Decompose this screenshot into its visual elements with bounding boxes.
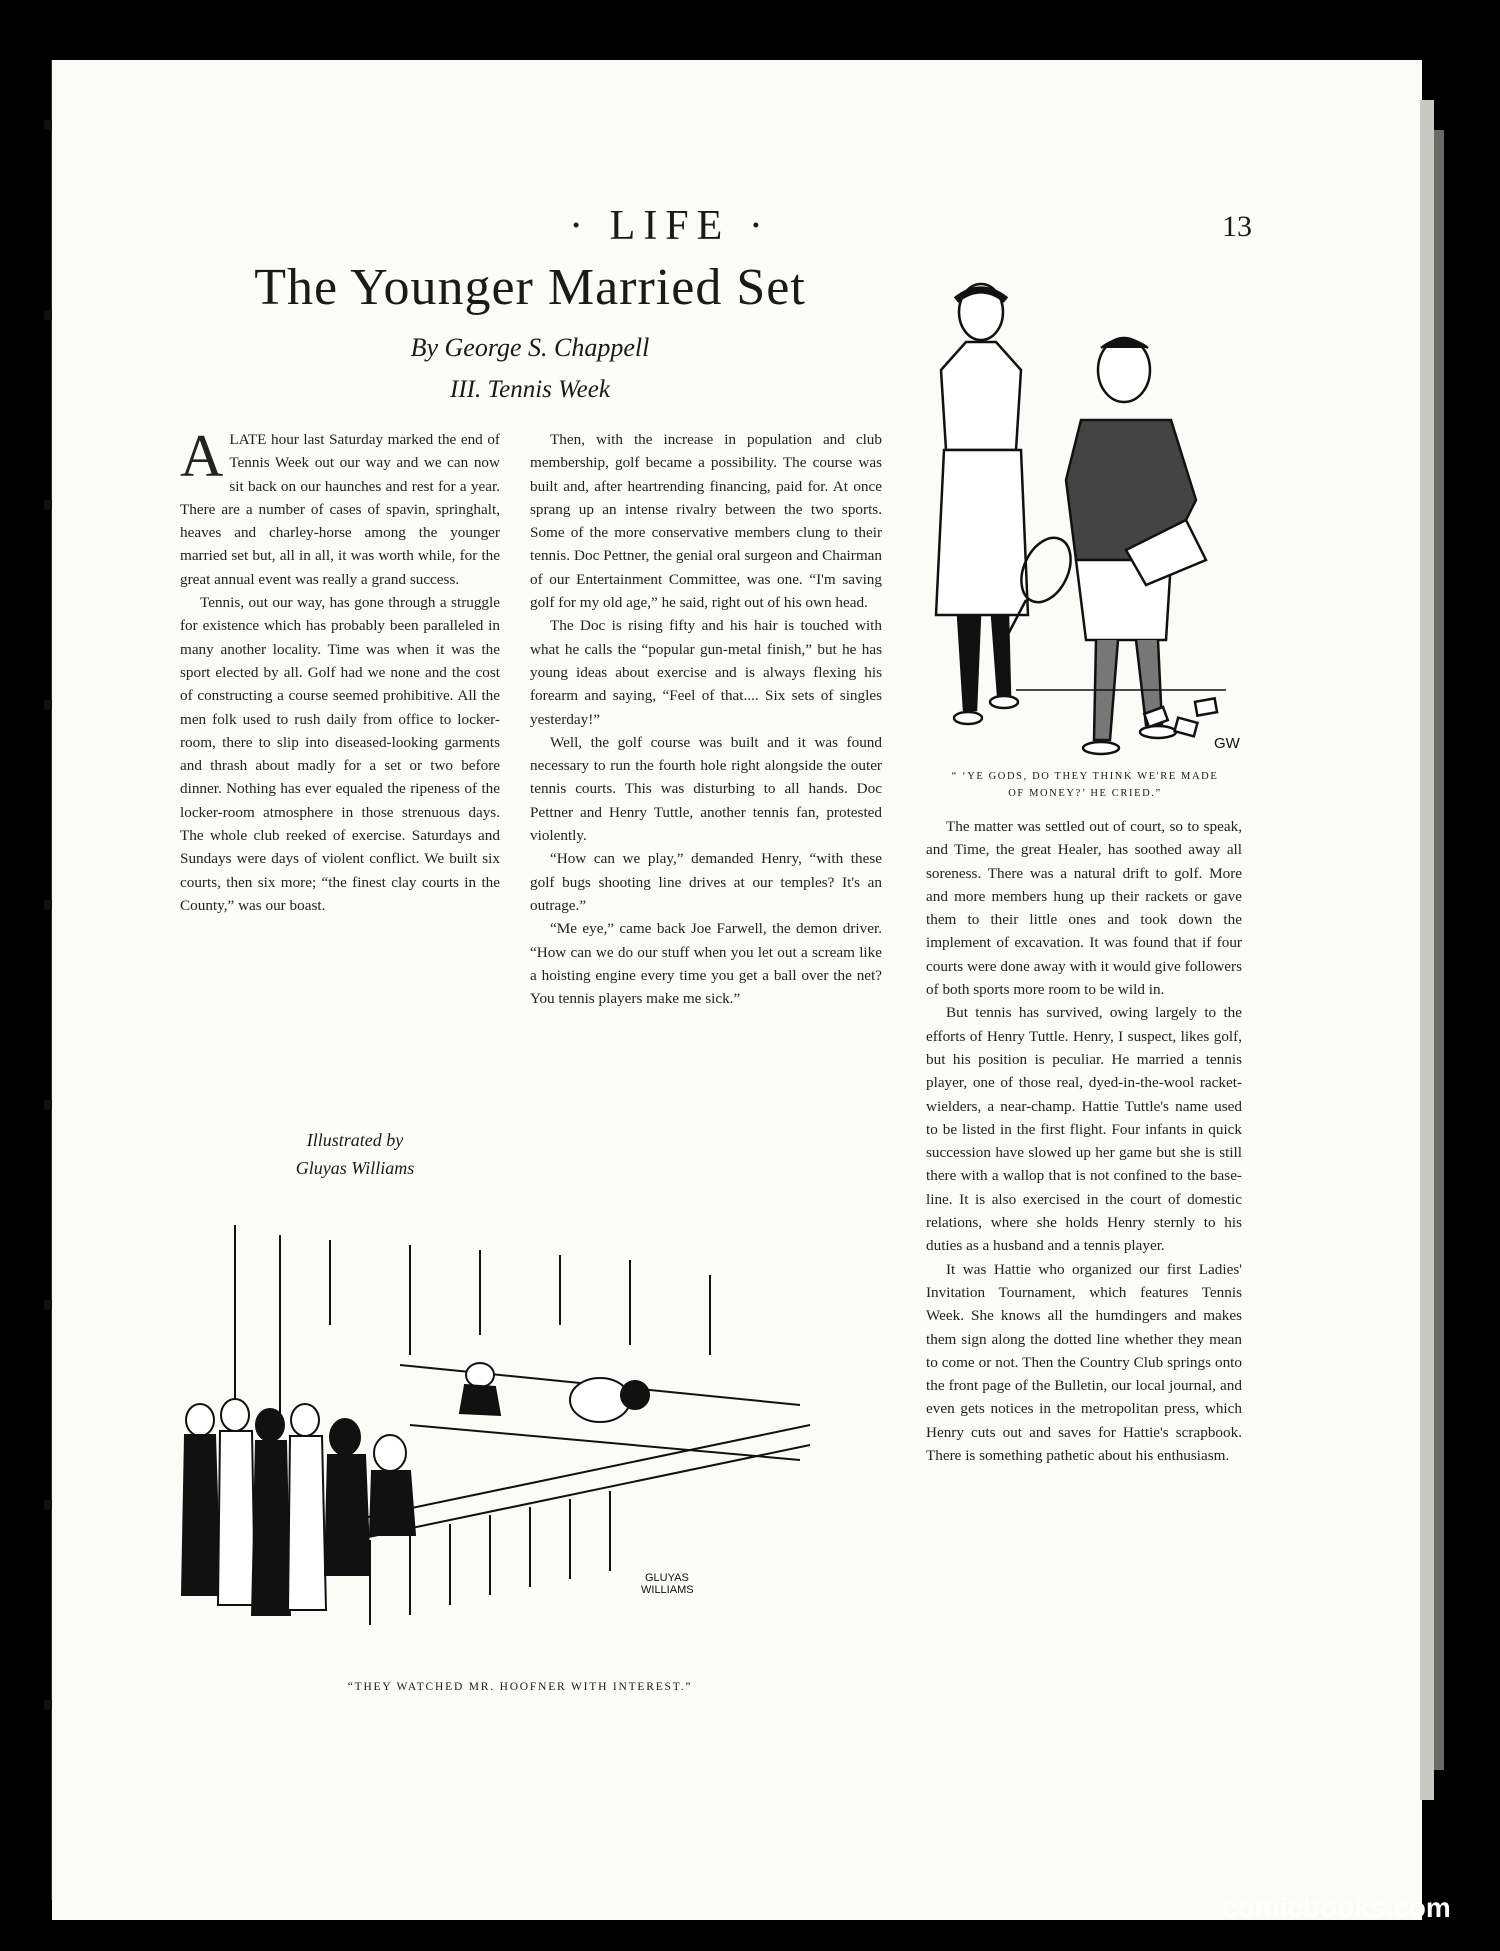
artist-signature: GLUYAS	[645, 1572, 689, 1584]
article-subtitle: III. Tennis Week	[450, 376, 610, 403]
paragraph: The matter was settled out of court, so to speak, and Time, the great Healer, has soothed away all soreness. There was a natural drift to golf. More and more members hung up their rackets or gave them to their little ones and took down the implement of excavation. It was found that if four courts were done away with it would give followers of both sports more room to be wild in.	[926, 818, 1242, 999]
caption-bottom: “THEY WATCHED MR. HOOFNER WITH INTEREST.”	[347, 1681, 693, 1693]
page-edge	[1420, 100, 1434, 1800]
illustration-tennis-golfer	[896, 270, 1256, 770]
paragraph: LATE hour last Saturday marked the end of Tennis Week out our way and we can now sit back on our haunches and rest for a year. There are a number of cases of spavin, springhalt, heaves and charley-horse among the younger married set but, all in all, it was worth while, for the great annual event was really a grand success.	[180, 431, 500, 588]
paragraph: “How can we play,” demanded Henry, “with these golf bugs shooting line drives at our temples? It's an outrage.”	[530, 850, 882, 914]
drop-cap: A	[180, 423, 224, 489]
page-edge-shadow	[1434, 130, 1444, 1770]
article-byline: By George S. Chappell	[410, 333, 650, 362]
text-column-2	[530, 428, 882, 1010]
text-column-1	[180, 423, 500, 917]
article-title: The Younger Married Set	[254, 259, 806, 316]
paragraph: It was Hattie who organized our first Ladies' Invitation Tournament, which features Tennis Week. She knows all the humdingers and makes them sign along the dotted line whether they mean to come or not. Then the Country Club springs onto the front page of the Bulletin, our local journal, and even gets notices in the metropolitan press, which Henry cuts out and saves for Hattie's scrapbook. There is something pathetic about his enthusiasm.	[926, 1260, 1242, 1465]
artist-signature: WILLIAMS	[641, 1584, 694, 1596]
illustration-spectators	[160, 1215, 860, 1645]
paragraph: Tennis, out our way, has gone through a struggle for existence which has probably been paralleled in many another locality. Time was when it was the sport elected by all. Golf had we none and the cost of constructing a course seemed prohibitive. All the men folk used to rush daily from office to locker-room, there to slip into diseased-looking garments and thrash about madly for a set or two before dinner. Nothing has ever equaled the ripeness of the locker-room atmosphere in those strenuous days. The whole club reeked of exercise. Saturdays and Sundays were days of violent conflict. We built six courts, then six more; “the finest clay courts in the County,” was our boast.	[180, 594, 500, 914]
credit-name: Gluyas Williams	[295, 1158, 415, 1178]
illustration-credit	[250, 1126, 460, 1182]
masthead: · LIFE ·	[569, 203, 771, 249]
artist-monogram: GW	[1214, 735, 1240, 752]
site-watermark: comicbooks.com	[1222, 1892, 1451, 1923]
credit-line: Illustrated by	[306, 1130, 404, 1150]
caption-line: OF MONEY?’ HE CRIED.”	[1008, 788, 1162, 799]
page-number: 13	[1222, 210, 1252, 243]
paragraph: Well, the golf course was built and it was found necessary to run the fourth hole right alongside the outer tennis courts. This was disturbing to all hands. Doc Pettner and Henry Tuttle, another tennis fan, protested violently.	[530, 733, 882, 845]
caption-top	[920, 768, 1250, 802]
paragraph: Then, with the increase in population and club membership, golf became a possibility. The course was built and, after heartrending financing, paid for. At once sprang up an intense rivalry between the two sports. Some of the more conservative members clung to their tennis. Doc Pettner, the genial oral surgeon and Chairman of our Entertainment Committee, was one. “I'm saving golf for my old age,” he said, right out of his own head.	[530, 431, 882, 612]
text-column-3	[926, 815, 1242, 1467]
paragraph: But tennis has survived, owing largely to the efforts of Henry Tuttle. Henry, I suspect, likes golf, but his position is peculiar. He married a tennis player, one of those real, dyed-in-the-wool racket-wielders, a near-champ. Hattie Tuttle's name used to be listed in the first flight. Four infants in quick succession have slowed up her game but she is still there with a wallop that is not confined to the base-line. It is also exercised in the court of domestic relations, where she holds Henry sternly to his duties as a husband and a tennis player.	[926, 1004, 1242, 1255]
paragraph: “Me eye,” came back Joe Farwell, the demon driver. “How can we do our stuff when you let out a scream like a hoisting engine every time you get a ball over the net? You tennis players make me sick.”	[530, 920, 882, 1008]
paragraph: The Doc is rising fifty and his hair is touched with what he calls the “popular gun-metal finish,” but he has young ideas about exercise and is always flexing his forearm and saying, “Feel of that.... Six sets of singles yesterday!”	[530, 617, 882, 728]
caption-line: “ ‘YE GODS, DO THEY THINK WE'RE MADE	[951, 771, 1219, 782]
